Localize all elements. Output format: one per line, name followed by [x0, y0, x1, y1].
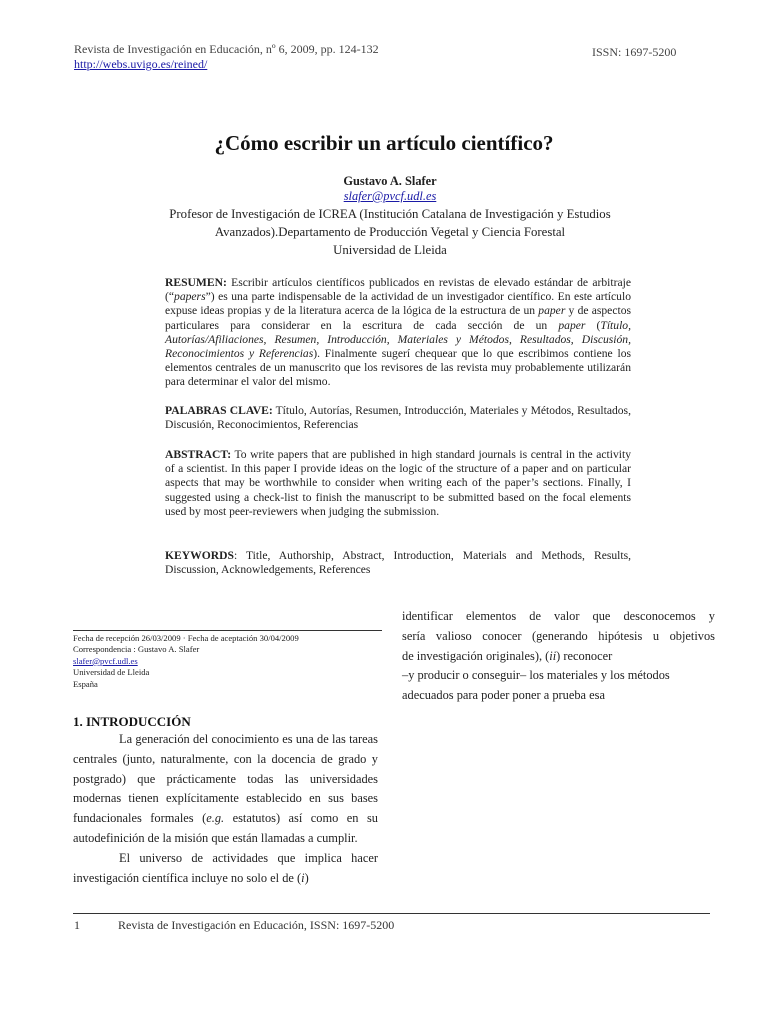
footnote-rule: [73, 630, 382, 631]
affiliation-line: Universidad de Lleida: [333, 243, 447, 257]
keywords-text: : Title, Authorship, Abstract, Introduction, Materials and Methods, Results, Discussion, Acknowledgements, References: [165, 549, 631, 577]
palabras-clave-label: PALABRAS CLAVE:: [165, 404, 273, 417]
footnote-email-link[interactable]: slafer@pvcf.udl.es: [73, 655, 138, 666]
palabras-clave-paragraph: [165, 404, 631, 432]
footer-rule: [73, 913, 710, 914]
right-col-line: identificar elementos de valor que desconocemos y: [402, 609, 715, 623]
footnote-university: Universidad de Lleida: [73, 667, 150, 678]
intro-text-italic: i: [301, 870, 305, 885]
resumen-text-italic: Título, Autorías/Afiliaciones, Resumen, Introducción, Materiales y Métodos, Resultados, Discusión, Reconocimientos y Referencias: [165, 318, 631, 361]
issn: ISSN: 1697-5200: [592, 45, 677, 59]
palabras-clave-text: Título, Autorías, Resumen, Introducción, Materiales y Métodos, Resultados, Discusión, Reconocimientos, Referencias: [165, 404, 631, 432]
keywords-label: KEYWORDS: [165, 549, 234, 562]
right-col-line: sería valioso conocer (generando hipótesis u objetivos: [402, 628, 715, 643]
intro-text: estatutos) así como en su autodefinición de la misión que están llamadas a cumplir.: [73, 811, 378, 845]
intro-text: El universo de actividades que implica hacer investigación científica incluye no solo el de (: [73, 850, 378, 885]
right-col-text-italic: ii: [549, 648, 557, 663]
resumen-text-italic: paper: [558, 318, 586, 332]
page-number: 1: [74, 918, 80, 932]
resumen-text: ”) es una parte indispensable de la actividad de un investigador científico. En este artículo expuse ideas propias y de la literatura acerca de la lógica de la estructura de un: [165, 290, 631, 318]
affiliation-line: Profesor de Investigación de ICREA (Institución Catalana de Investigación y Estudios: [169, 207, 611, 221]
footnote-dates: Fecha de recepción 26/03/2009 · Fecha de aceptación 30/04/2009: [73, 633, 299, 643]
resumen-text-italic: paper: [538, 304, 566, 318]
author-name: Gustavo A. Slafer: [343, 174, 437, 188]
journal-citation: Revista de Investigación en Educación, nº 6, 2009, pp. 124-132: [74, 42, 379, 56]
author-email-link[interactable]: slafer@pvcf.udl.es: [343, 189, 437, 203]
footnote-correspondence: Correspondencia : Gustavo A. Slafer: [73, 644, 200, 655]
right-col-line: –y producir o conseguir– los materiales y los métodos: [402, 668, 670, 683]
resumen-text-italic: papers: [174, 290, 206, 304]
intro-paragraph: [73, 730, 378, 849]
article-title: ¿Cómo escribir un artículo científico?: [214, 131, 554, 155]
intro-text-italic: e.g.: [206, 811, 225, 826]
resumen-label: RESUMEN:: [165, 276, 227, 289]
intro-left-column: [73, 730, 378, 888]
abstract-text: To write papers that are published in high standard journals is central in the activity of a scientist. In this paper I provide ideas on the logic of the structure of a paper and on particular aspects that may be worthwhile to consider when writing each of the paper’s sections. Finally, I suggested using a check-list to finish the manuscript to be submitted based on the focal elements used by most peer-reviewers when judging the submission.: [165, 448, 631, 518]
resumen-text: ). Finalmente sugerí chequear que lo que escribimos contiene los elementos centrales de un manuscrito que los revisores de las revista muy probablemente utilizarán para determinar el valor del mismo.: [165, 347, 632, 389]
footnote-country: España: [73, 678, 98, 689]
resumen-paragraph: [165, 276, 631, 390]
keywords-paragraph: [165, 549, 631, 577]
intro-text: ): [304, 870, 309, 885]
right-col-text: de investigación originales), (: [402, 648, 550, 663]
section-heading: 1. INTRODUCCIÓN: [73, 714, 191, 729]
journal-url-link[interactable]: http://webs.uvigo.es/reined/: [74, 57, 208, 71]
right-col-line: [402, 647, 715, 667]
resumen-text: (: [585, 318, 601, 332]
intro-text: La generación del conocimiento es una de las tareas centrales (junto, naturalmente, con la docencia de grado y postgrado) que prácticamente todas las universidades modernas tienen explícitamente establecido en sus bases fundacionales formales (: [73, 732, 378, 826]
affiliation-line: Avanzados).Departamento de Producción Vegetal y Ciencia Forestal: [214, 225, 566, 239]
right-col-line: adecuados para poder poner a prueba esa: [402, 688, 605, 703]
intro-paragraph: [73, 849, 378, 889]
author-affiliation: [100, 205, 680, 259]
abstract-label: ABSTRACT:: [165, 448, 232, 461]
abstract-paragraph: [165, 448, 631, 519]
footer-journal: Revista de Investigación en Educación, ISSN: 1697-5200: [118, 918, 395, 932]
resumen-text: Escribir artículos científicos publicados en revistas de elevado estándar de arbitraje (“: [165, 276, 631, 304]
right-col-text: ) reconocer: [556, 648, 613, 663]
intro-right-column: [402, 607, 715, 706]
footnote-block: [73, 633, 383, 690]
resumen-text: y de aspectos particulares para considerar en la escritura de cada sección de un: [165, 304, 631, 332]
